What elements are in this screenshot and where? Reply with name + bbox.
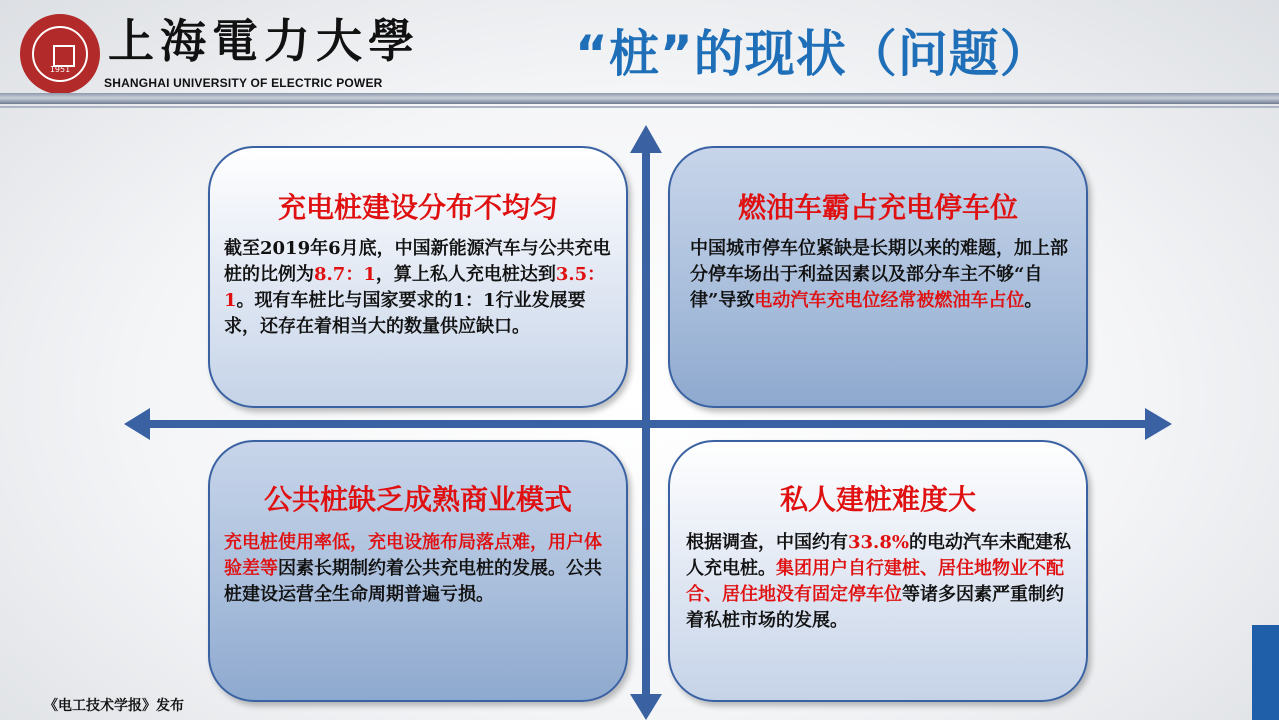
source-note: 《电工技术学报》发布 bbox=[44, 698, 184, 714]
highlight-ratio-public: 8.7：1 bbox=[314, 264, 376, 285]
highlight-percentage: 33.8% bbox=[848, 532, 909, 553]
body-text: 中国城市停车位紧缺是长期以来的难题，加上部分停车场出于利益因素以及部分车主不够“自律”导致 bbox=[690, 238, 1068, 311]
body-text: 。现有车桩比与国家要求的1：1行业发展要求，还存在着相当大的数量供应缺口。 bbox=[224, 290, 586, 337]
quadrant-top-left bbox=[208, 146, 628, 408]
seal-year: 1951 bbox=[49, 65, 71, 74]
body-text: 。 bbox=[1024, 290, 1043, 311]
highlight-text: 电动汽车充电位经常被燃油车占位 bbox=[754, 290, 1025, 311]
quadrant-heading: 公共桩缺乏成熟商业模式 bbox=[263, 483, 572, 516]
university-name-en: SHANGHAI UNIVERSITY OF ELECTRIC POWER bbox=[104, 76, 383, 90]
quadrant-body bbox=[224, 236, 612, 340]
quadrant-bottom-right bbox=[668, 440, 1088, 702]
quadrant-body bbox=[690, 236, 1075, 314]
quadrant-body bbox=[686, 530, 1076, 634]
body-text: 根据调查，中国约有 bbox=[686, 532, 848, 553]
body-text: 因素长期制约着公共充电桩的发展。公共桩建设运营全生命周期普遍亏损。 bbox=[224, 558, 602, 605]
quadrant-heading: 燃油车霸占充电停车位 bbox=[737, 191, 1018, 224]
body-text: 截至2019年6月底，中国新能源汽车与公共充电桩的比例为 bbox=[224, 238, 611, 285]
university-name-cn: 上海電力大學 bbox=[108, 14, 420, 68]
corner-decoration bbox=[1252, 625, 1279, 720]
quadrant-heading: 充电桩建设分布不均匀 bbox=[277, 191, 558, 224]
quadrant-top-right bbox=[668, 146, 1088, 408]
quadrant-heading: 私人建桩难度大 bbox=[779, 483, 976, 516]
body-text: ，算上私人充电桩达到 bbox=[375, 264, 556, 285]
body-text: 的电动汽车未配建私人充电桩。 bbox=[686, 532, 1071, 579]
highlight-text: 集团用户自行建桩、居住地物业不配合、居住地没有固定停车位 bbox=[686, 558, 1064, 605]
highlight-ratio-private: 3.5：1 bbox=[224, 264, 606, 311]
quadrant-bottom-left bbox=[208, 440, 628, 702]
highlight-text: 充电桩使用率低，充电设施布局落点难，用户体验差等 bbox=[224, 532, 602, 579]
quadrant-body bbox=[224, 530, 612, 608]
body-text: 等诸多因素严重制约着私桩市场的发展。 bbox=[686, 584, 1064, 631]
page-title: “桩”的现状（问题） bbox=[575, 25, 1051, 83]
